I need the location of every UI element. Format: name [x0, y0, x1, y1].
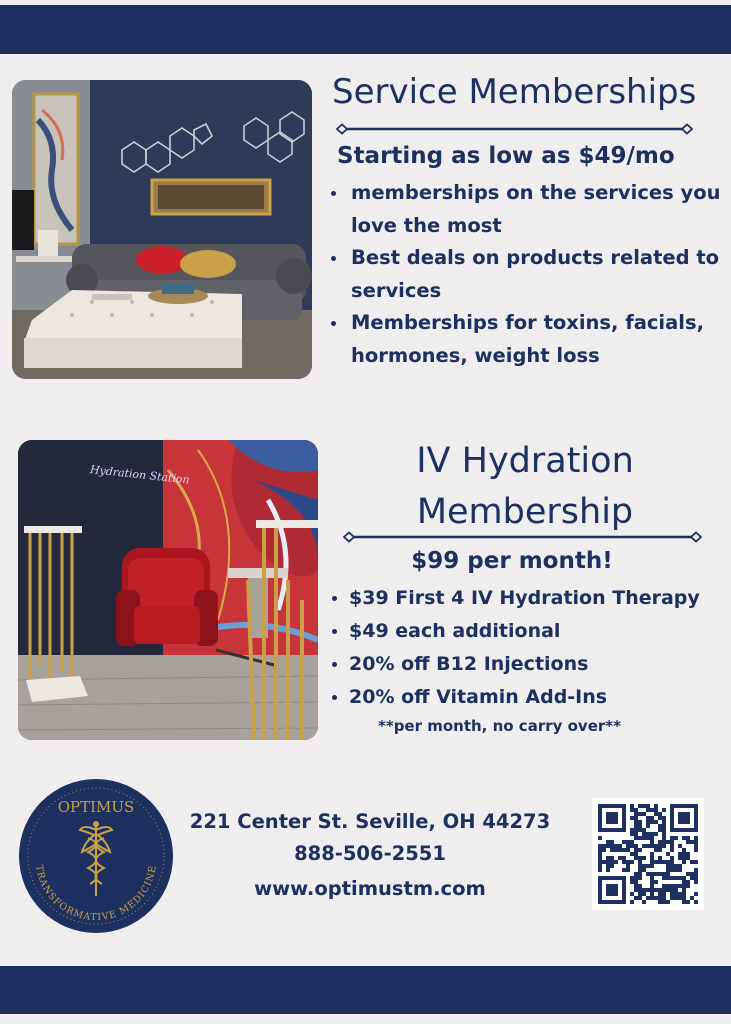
- list-item: 20% off B12 Injections: [330, 648, 730, 681]
- service-memberships-title: Service Memberships: [332, 72, 697, 112]
- phone-number: 888-506-2551: [294, 842, 446, 865]
- list-item: $49 each additional: [330, 615, 730, 648]
- iv-room-photo: [18, 440, 318, 740]
- logo-bottom-text: TRANSFORMATIVE MEDICINE: [33, 864, 159, 924]
- optimus-logo: [18, 778, 174, 934]
- address: 221 Center St. Seville, OH 44273: [189, 810, 551, 833]
- qr-code[interactable]: [592, 798, 704, 910]
- website-link[interactable]: www.optimustm.com: [254, 877, 486, 900]
- starting-price: Starting as low as $49/mo: [337, 143, 675, 169]
- iv-price: $99 per month!: [411, 548, 613, 574]
- top-banner: [0, 5, 731, 54]
- iv-benefits-list: [330, 582, 730, 714]
- iv-hydration-title-line2: Membership: [416, 492, 634, 532]
- list-item: 20% off Vitamin Add-Ins: [330, 681, 730, 714]
- carry-over-note: **per month, no carry over**: [378, 717, 621, 735]
- logo-top-text: OPTIMUS: [57, 798, 135, 816]
- list-item: Memberships for toxins, facials, hormones, weight loss: [328, 307, 728, 372]
- bottom-banner: [0, 966, 731, 1014]
- list-item: Best deals on products related to services: [328, 242, 728, 307]
- service-benefits-list: [328, 177, 728, 372]
- iv-hydration-title-line1: IV Hydration: [416, 441, 634, 481]
- divider: [343, 531, 702, 543]
- lounge-photo: [12, 80, 312, 379]
- divider: [336, 123, 693, 135]
- neon-sign-text: Hydration Station: [89, 463, 191, 487]
- list-item: $39 First 4 IV Hydration Therapy: [330, 582, 730, 615]
- list-item: memberships on the services you love the most: [328, 177, 728, 242]
